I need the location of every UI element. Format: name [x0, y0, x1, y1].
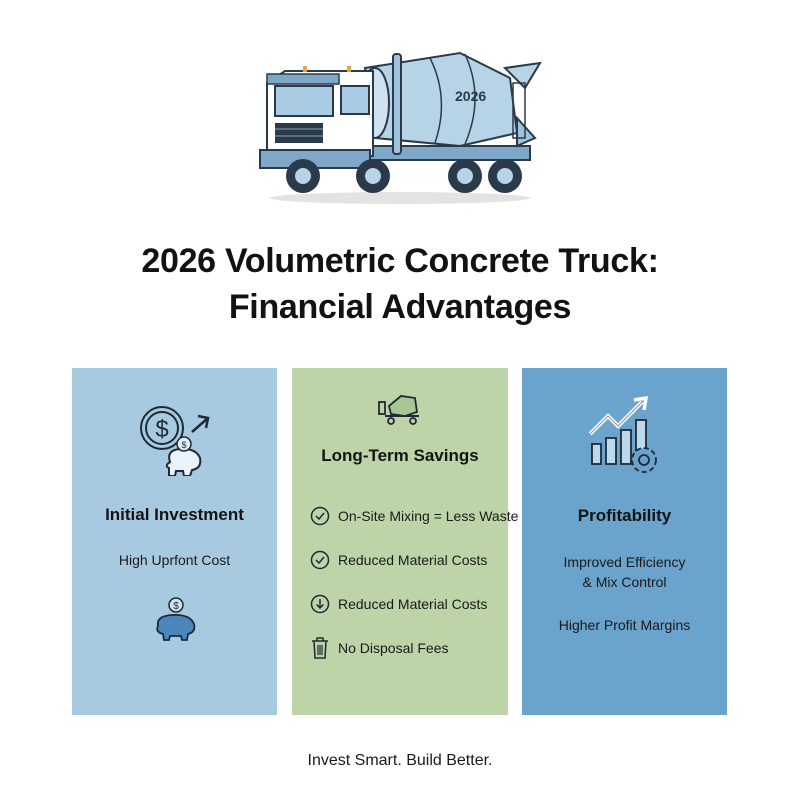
money-piggy-bank-arrow-icon: [136, 406, 216, 476]
list-item-label: Reduced Material Costs: [338, 552, 488, 568]
title-line-2: Financial Advantages: [228, 288, 572, 326]
list-item-label: No Disposal Fees: [338, 640, 449, 656]
panel-profitability: [522, 368, 727, 715]
panel-heading: Initial Investment: [105, 505, 244, 524]
tagline: Invest Smart. Build Better.: [307, 752, 493, 769]
list-item: [310, 592, 487, 616]
check-circle-icon: [310, 506, 330, 526]
title-line-1: 2026 Volumetric Concrete Truck:: [141, 242, 659, 280]
svg-text:$: $: [173, 601, 179, 612]
panel-long-term-savings: [292, 368, 519, 715]
panel-heading: Long-Term Savings: [321, 446, 479, 465]
panel-text-2: Higher Profit Margins: [558, 617, 691, 633]
piggy-bank-icon: [152, 596, 200, 642]
list-item: [310, 504, 518, 528]
list-item: [310, 548, 487, 572]
trash-icon: [310, 636, 330, 660]
list-item-label: On-Site Mixing = Less Waste: [338, 508, 519, 524]
list-item-label: Reduced Material Costs: [338, 596, 488, 612]
drum-year-label: 2026: [455, 88, 487, 104]
check-circle-icon: [310, 550, 330, 570]
arrow-down-circle-icon: [310, 594, 330, 614]
panel-initial-investment: [72, 368, 277, 715]
growth-chart-gear-icon: [586, 396, 666, 476]
concrete-mixer-icon: [377, 392, 423, 426]
panel-text-line-1: Improved Efficiency: [563, 554, 686, 570]
panel-text: High Uprfont Cost: [118, 552, 231, 568]
panel-text-line-2: & Mix Control: [582, 574, 667, 590]
svg-text:$: $: [155, 416, 169, 443]
page-title: [0, 238, 800, 330]
concrete-truck-illustration: [255, 38, 545, 208]
list-item: [310, 636, 449, 660]
svg-text:$: $: [181, 440, 187, 450]
panel-heading: Profitability: [577, 506, 672, 525]
